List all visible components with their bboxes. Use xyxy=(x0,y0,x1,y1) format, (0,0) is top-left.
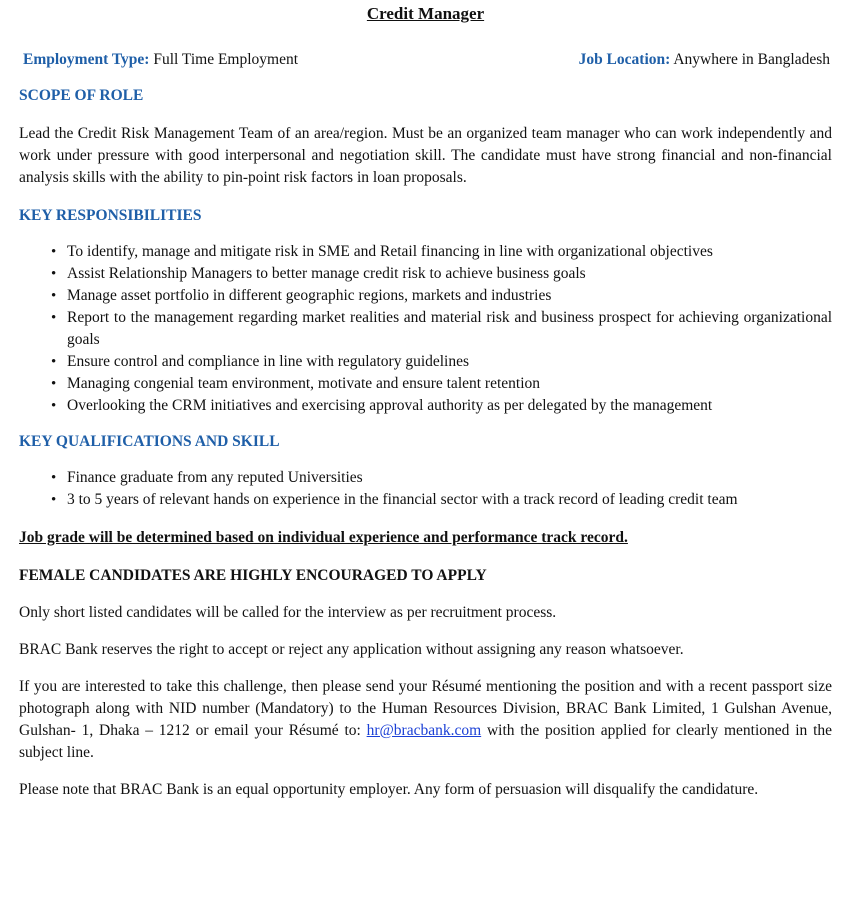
responsibilities-list xyxy=(19,241,832,417)
qualifications-heading: KEY QUALIFICATIONS AND SKILL xyxy=(19,433,280,450)
list-item: • Overlooking the CRM initiatives and exercising approval authority as per delegated by the management xyxy=(67,395,832,417)
list-item: • To identify, manage and mitigate risk in SME and Retail financing in line with organizational objectives xyxy=(67,241,832,263)
qualifications-list xyxy=(19,467,832,511)
list-item: • Manage asset portfolio in different geographic regions, markets and industries xyxy=(67,285,832,307)
employment-type-label: Employment Type: xyxy=(23,51,150,68)
scope-text: Lead the Credit Risk Management Team of an area/region. Must be an organized team manager who can work independently and work under pressure with good interpersonal and negotiation skill. The candidate must have strong financial and non-financial analysis skills with the ability to pin-point risk factors in loan proposals. xyxy=(19,125,832,186)
job-location-value: Anywhere in Bangladesh xyxy=(673,51,830,68)
job-location xyxy=(579,49,830,71)
responsibilities-heading: KEY RESPONSIBILITIES xyxy=(19,207,202,224)
list-item: • Ensure control and compliance in line with regulatory guidelines xyxy=(67,351,832,373)
scope-heading: SCOPE OF ROLE xyxy=(19,87,144,104)
job-location-label: Job Location: xyxy=(578,51,671,68)
employment-type xyxy=(23,49,298,71)
rights-note: BRAC Bank reserves the right to accept or reject any application without assigning any reason whatsoever. xyxy=(19,641,684,658)
page-title: Credit Manager xyxy=(366,4,485,23)
list-item: • Finance graduate from any reputed Universities xyxy=(67,467,832,489)
email-link[interactable]: hr@bracbank.com xyxy=(366,722,482,739)
list-item: • Assist Relationship Managers to better manage credit risk to achieve business goals xyxy=(67,263,832,285)
apply-text-end: with the position applied for clearly mentioned in the subject line. xyxy=(19,722,833,761)
apply-text: If you are interested to take this challenge, then please send your Résumé mentioning the position and with a recent passport size photograph along with NID number (Mandatory) to the Human Resources Division, BRAC Bank Limited, 1 Gulshan Avenue, Gulshan- 1, Dhaka – 1212 or email your Résumé to: xyxy=(19,678,832,739)
shortlist-note: Only short listed candidates will be called for the interview as per recruitment process. xyxy=(19,604,557,621)
apply-instructions xyxy=(19,676,832,764)
female-candidates-note: FEMALE CANDIDATES ARE HIGHLY ENCOURAGED TO APPLY xyxy=(19,567,487,584)
job-meta xyxy=(19,49,832,71)
equal-opportunity-note: Please note that BRAC Bank is an equal opportunity employer. Any form of persuasion will disqualify the candidature. xyxy=(19,781,759,798)
employment-type-value: Full Time Employment xyxy=(153,51,299,68)
list-item: • Managing congenial team environment, motivate and ensure talent retention xyxy=(67,373,832,395)
job-grade-note: Job grade will be determined based on individual experience and performance track record. xyxy=(19,529,628,546)
list-item: • Report to the management regarding market realities and material risk and business prospect for achieving organizational goals xyxy=(67,307,832,351)
list-item: • 3 to 5 years of relevant hands on experience in the financial sector with a track record of leading credit team xyxy=(67,489,832,511)
